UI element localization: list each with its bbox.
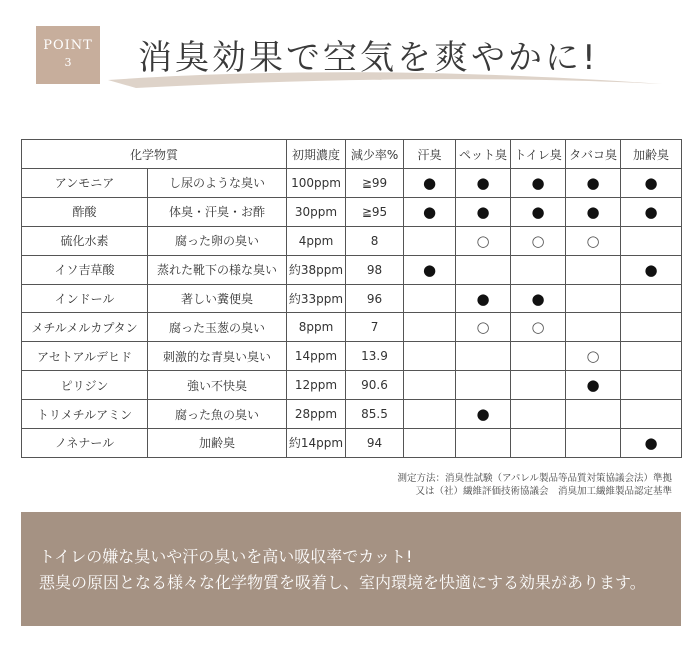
substance-cell: トリメチルアミン <box>22 400 148 429</box>
substance-cell: ノネナール <box>22 429 148 458</box>
mark-cell-pet <box>456 197 511 226</box>
mark-cell-aging <box>621 400 682 429</box>
concentration-cell: 約14ppm <box>287 429 346 458</box>
mark-cell-aging <box>621 197 682 226</box>
mark-cell-tobacco <box>566 371 621 400</box>
description-cell: 加齢臭 <box>148 429 287 458</box>
open-circle-mark: ○ <box>586 231 600 250</box>
mark-cell-pet <box>456 226 511 255</box>
filled-circle-mark: ● <box>422 173 437 192</box>
mark-cell-aging <box>621 342 682 371</box>
reduction-cell: 90.6 <box>346 371 404 400</box>
reduction-cell: ≧95 <box>346 197 404 226</box>
description-cell: 蒸れた靴下の様な臭い <box>148 255 287 284</box>
mark-cell-pet <box>456 169 511 198</box>
mark-cell-aging <box>621 169 682 198</box>
table-row <box>22 400 682 429</box>
description-cell: 腐った魚の臭い <box>148 400 287 429</box>
mark-cell-pet <box>456 313 511 342</box>
mark-cell-aging <box>621 313 682 342</box>
mark-cell-pet <box>456 429 511 458</box>
mark-cell-aging <box>621 226 682 255</box>
table-row <box>22 226 682 255</box>
mark-cell-tobacco <box>566 400 621 429</box>
mark-cell-toilet <box>511 400 566 429</box>
table-row <box>22 342 682 371</box>
mark-cell-toilet <box>511 169 566 198</box>
mark-cell-aging <box>621 371 682 400</box>
concentration-cell: 4ppm <box>287 226 346 255</box>
filled-circle-mark: ● <box>586 202 600 221</box>
banner-line-2: 悪臭の原因となる様々な化学物質を吸着し、室内環境を快適にする効果があります。 <box>39 573 646 592</box>
concentration-cell: 12ppm <box>287 371 346 400</box>
mark-cell-tobacco <box>566 226 621 255</box>
filled-circle-mark: ● <box>644 173 658 192</box>
mark-cell-toilet <box>511 429 566 458</box>
filled-circle-mark: ● <box>422 202 437 221</box>
reduction-cell: 13.9 <box>346 342 404 371</box>
header-concentration: 初期濃度 <box>287 140 346 169</box>
mark-cell-toilet <box>511 371 566 400</box>
header-reduction: 減少率% <box>346 140 404 169</box>
substance-cell: 硫化水素 <box>22 226 148 255</box>
point-number: 3 <box>64 56 72 69</box>
mark-cell-sweat <box>404 313 456 342</box>
substance-cell: インドール <box>22 284 148 313</box>
substance-cell: イソ吉草酸 <box>22 255 148 284</box>
table-row <box>22 371 682 400</box>
description-cell: 腐った卵の臭い <box>148 226 287 255</box>
mark-cell-sweat <box>404 371 456 400</box>
filled-circle-mark: ● <box>476 405 490 424</box>
mark-cell-toilet <box>511 342 566 371</box>
mark-cell-sweat <box>404 255 456 284</box>
description-banner <box>21 512 681 626</box>
mark-cell-sweat <box>404 429 456 458</box>
concentration-cell: 30ppm <box>287 197 346 226</box>
mark-cell-aging <box>621 429 682 458</box>
mark-cell-toilet <box>511 197 566 226</box>
point-label: POINT <box>43 38 93 53</box>
description-cell: 刺激的な青臭い臭い <box>148 342 287 371</box>
mark-cell-tobacco <box>566 429 621 458</box>
filled-circle-mark: ● <box>644 202 658 221</box>
substance-cell: メチルメルカプタン <box>22 313 148 342</box>
filled-circle-mark: ● <box>476 173 490 192</box>
open-circle-mark: ○ <box>586 347 600 366</box>
mark-cell-aging <box>621 255 682 284</box>
reduction-cell: 98 <box>346 255 404 284</box>
mark-cell-sweat <box>404 400 456 429</box>
substance-cell: 酢酸 <box>22 197 148 226</box>
reduction-cell: 96 <box>346 284 404 313</box>
concentration-cell: 100ppm <box>287 169 346 198</box>
filled-circle-mark: ● <box>586 376 600 395</box>
note-line-2: 又は（社）繊維評価技術協議会 消臭加工繊維製品認定基準 <box>415 486 672 497</box>
mark-cell-pet <box>456 400 511 429</box>
mark-cell-sweat <box>404 226 456 255</box>
substance-cell: アセトアルデヒド <box>22 342 148 371</box>
banner-line-1: トイレの嫌な臭いや汗の臭いを高い吸収率でカット! <box>39 547 413 566</box>
mark-cell-pet <box>456 342 511 371</box>
table-row <box>22 313 682 342</box>
odor-table <box>21 139 682 458</box>
filled-circle-mark: ● <box>586 173 600 192</box>
header-toilet-odor: トイレ臭 <box>511 140 566 169</box>
open-circle-mark: ○ <box>531 318 545 337</box>
reduction-cell: 7 <box>346 313 404 342</box>
filled-circle-mark: ● <box>531 173 545 192</box>
filled-circle-mark: ● <box>476 289 490 308</box>
mark-cell-tobacco <box>566 284 621 313</box>
mark-cell-tobacco <box>566 197 621 226</box>
header-substance: 化学物質 <box>22 140 287 169</box>
description-cell: し尿のような臭い <box>148 169 287 198</box>
mark-cell-pet <box>456 255 511 284</box>
filled-circle-mark: ● <box>476 202 490 221</box>
mark-cell-tobacco <box>566 255 621 284</box>
concentration-cell: 約38ppm <box>287 255 346 284</box>
table-header-row <box>22 140 682 169</box>
header-tobacco-odor: タバコ臭 <box>566 140 621 169</box>
concentration-cell: 28ppm <box>287 400 346 429</box>
open-circle-mark: ○ <box>531 231 545 250</box>
mark-cell-aging <box>621 284 682 313</box>
concentration-cell: 14ppm <box>287 342 346 371</box>
concentration-cell: 約33ppm <box>287 284 346 313</box>
description-cell: 体臭・汗臭・お酢 <box>148 197 287 226</box>
filled-circle-mark: ● <box>644 260 658 279</box>
reduction-cell: 85.5 <box>346 400 404 429</box>
filled-circle-mark: ● <box>531 202 545 221</box>
mark-cell-tobacco <box>566 342 621 371</box>
header-aging-odor: 加齢臭 <box>621 140 682 169</box>
table-row <box>22 169 682 198</box>
open-circle-mark: ○ <box>476 318 490 337</box>
substance-cell: ピリジン <box>22 371 148 400</box>
mark-cell-sweat <box>404 197 456 226</box>
reduction-cell: 8 <box>346 226 404 255</box>
filled-circle-mark: ● <box>422 260 437 279</box>
mark-cell-sweat <box>404 284 456 313</box>
filled-circle-mark: ● <box>531 289 545 308</box>
open-circle-mark: ○ <box>476 231 490 250</box>
table-row <box>22 429 682 458</box>
mark-cell-toilet <box>511 313 566 342</box>
description-cell: 腐った玉葱の臭い <box>148 313 287 342</box>
reduction-cell: ≧99 <box>346 169 404 198</box>
measurement-note <box>397 472 672 498</box>
substance-cell: アンモニア <box>22 169 148 198</box>
mark-cell-toilet <box>511 255 566 284</box>
mark-cell-tobacco <box>566 169 621 198</box>
header-pet-odor: ペット臭 <box>456 140 511 169</box>
mark-cell-sweat <box>404 169 456 198</box>
table-row <box>22 255 682 284</box>
mark-cell-tobacco <box>566 313 621 342</box>
description-cell: 強い不快臭 <box>148 371 287 400</box>
description-cell: 著しい糞便臭 <box>148 284 287 313</box>
header-sweat-odor: 汗臭 <box>404 140 456 169</box>
filled-circle-mark: ● <box>644 433 658 452</box>
mark-cell-toilet <box>511 284 566 313</box>
mark-cell-toilet <box>511 226 566 255</box>
table-row <box>22 197 682 226</box>
page-title: 消臭効果で空気を爽やかに! <box>138 38 599 78</box>
note-line-1: 測定方法：消臭性試験（アパレル製品等品質対策協議会法）準拠 <box>397 473 672 484</box>
concentration-cell: 8ppm <box>287 313 346 342</box>
mark-cell-pet <box>456 371 511 400</box>
reduction-cell: 94 <box>346 429 404 458</box>
table-row <box>22 284 682 313</box>
mark-cell-sweat <box>404 342 456 371</box>
point-badge <box>36 26 100 84</box>
mark-cell-pet <box>456 284 511 313</box>
